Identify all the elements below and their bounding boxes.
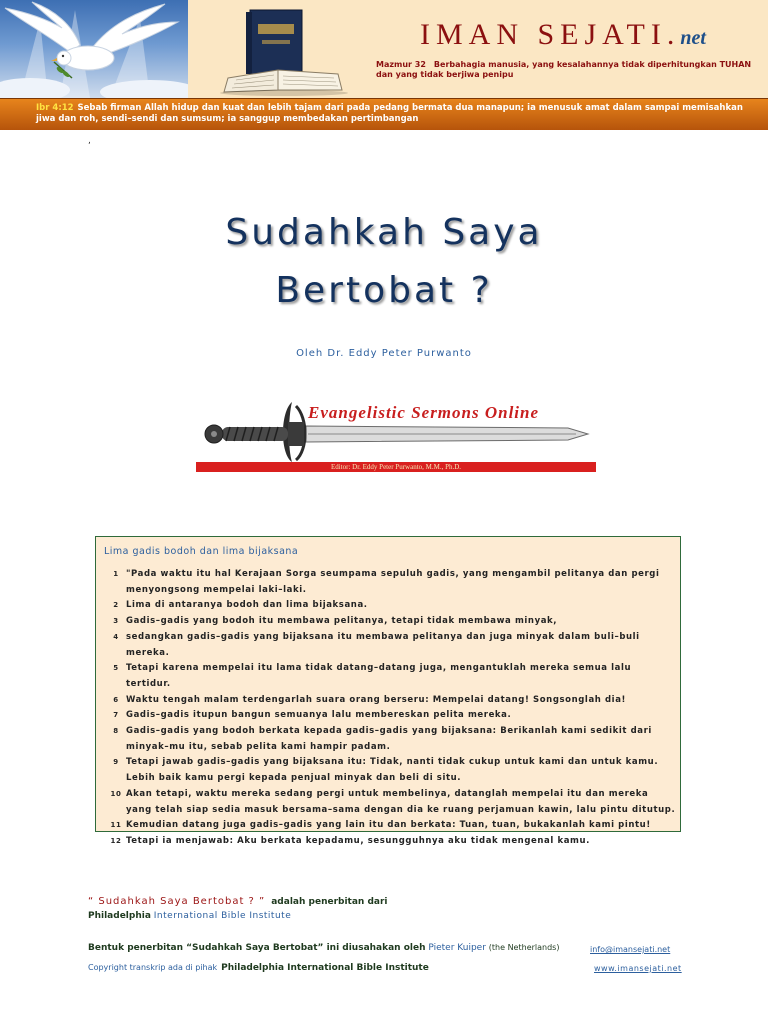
form-credit-text: Bentuk penerbitan “Sudahkah Saya Bertobat” ini diusahakan oleh [88,943,426,953]
verse-bar [0,98,768,130]
verse-item [106,755,676,786]
email-link[interactable]: info@imansejati.net [590,945,671,954]
sermons-banner [196,392,596,474]
verse-item [106,693,676,709]
verse-text: Lima di antaranya bodoh dan lima bijaksana. [126,600,368,611]
dove-image [0,0,188,98]
verse-text: Gadis–gadis itupun bangun semuanya lalu membereskan pelita mereka. [126,710,512,721]
verse-item [106,630,676,661]
verse-number: 8 [113,727,119,736]
verse-item [106,598,676,614]
verse-item [106,661,676,692]
form-credit-person: Pieter Kuiper [428,943,486,953]
banner-editor-caption: Editor: Dr. Eddy Peter Purwanto, M.M., Ph.D. [196,462,596,472]
copyright-holder: Philadelphia International Bible Institute [221,963,429,973]
verse-number: 1 [113,570,119,578]
verse-text: Kemudian datang juga gadis–gadis yang lain itu dan berkata: Tuan, tuan, bukakanlah kami pintu! [126,820,651,831]
publisher-name-bold: Philadelphia [88,911,151,921]
verse-text: Waktu tengah malam terdengarlah suara orang berseru: Mempelai datang! Songsonglah dia! [126,694,627,705]
scripture-heading: Lima gadis bodoh dan lima bijaksana [104,546,299,557]
verse-reference: Ibr 4:12 [36,103,74,113]
verse-item [106,708,676,724]
verse-number: 4 [113,632,119,641]
verse-number: 2 [113,601,119,610]
publisher-line [88,911,291,921]
verse-text: Tetapi karena mempelai itu lama tidak datang–datang juga, mengantuklah mereka semua lalu tertidur. [126,663,632,689]
site-suffix: net [680,27,706,49]
site-title[interactable] [420,18,706,52]
psalm-text: Berbahagia manusia, yang kesalahannya tidak diperhitungkan TUHAN dan yang tidak berjiwa penipu [376,60,752,79]
verse-item [106,787,676,818]
psalm-quote [376,60,756,80]
stray-mark: , [88,136,91,146]
verse-text: sedangkan gadis–gadis yang bijaksana itu membawa pelitanya dan juga minyak dalam buli–buli mereka. [126,631,640,658]
banner-title: Evangelistic Sermons Online [308,403,540,422]
verse-number: 5 [113,664,119,673]
publisher-name-rest: International Bible Institute [153,911,292,921]
copyright-line [88,963,429,973]
verse-number: 10 [110,789,122,798]
verse-item [106,834,676,850]
author-byline: Oleh Dr. Eddy Peter Purwanto [296,348,472,359]
form-credit-line [88,943,559,953]
verse-number: 12 [110,836,122,845]
form-credit-country: (the Netherlands) [488,943,560,952]
site-name: IMAN SEJATI. [420,18,681,51]
verse-number: 9 [113,758,119,767]
verse-item [106,724,676,755]
quoted-title: “ Sudahkah Saya Bertobat ? ” [88,896,266,907]
page-title-line-1: Sudahkah Saya [225,212,543,253]
copyright-text: Copyright transkrip ada di pihak [88,963,218,972]
psalm-reference: Mazmur 32 [376,60,426,69]
dove-icon [0,0,188,98]
site-header [0,0,768,98]
verse-text: Akan tetapi, waktu mereka sedang pergi untuk membelinya, datanglah mempelai itu dan mereka yang telah siap sedia masuk bersama–sama dengan dia ke ruang perjamuan kawin, lalu pintu ditutup. [126,788,676,815]
verse-text: "Pada waktu itu hal Kerajaan Sorga seumpama sepuluh gadis, yang mengambil pelitanya dan pergi menyongsong mempelai laki–laki. [126,569,660,595]
bible-icon [188,0,368,98]
verse-item [106,567,676,598]
verse-number: 7 [113,711,119,720]
verse-text: Tetapi jawab gadis–gadis yang bijaksana itu: Tidak, nanti tidak cukup untuk kami dan untuk kamu. Lebih baik kamu pergi kepada penjual minyak dan beli di situ. [126,757,659,784]
bible-image [188,0,368,98]
verse-number: 6 [113,695,119,704]
website-link[interactable]: www.imansejati.net [594,964,682,973]
verse-quote [36,103,748,125]
page-title-line-2: Bertobat ? [275,270,493,311]
verse-text: Tetapi ia menjawab: Aku berkata kepadamu, sesungguhnya aku tidak mengenal kamu. [126,835,590,846]
verse-number: 11 [110,821,122,830]
verse-item [106,818,676,834]
verse-list [106,567,676,850]
verse-number: 3 [113,617,119,626]
scripture-box [95,536,681,846]
verse-text: Gadis–gadis yang bodoh itu membawa pelitanya, tetapi tidak membawa minyak, [126,616,558,627]
publication-line [88,896,388,907]
published-by-text: adalah penerbitan dari [271,897,388,907]
verse-text: Sebab firman Allah hidup dan kuat dan lebih tajam dari pada pedang bermata dua manapun; ia menusuk amat dalam sampai memisahkan jiwa dan roh, sendi–sendi dan sumsum; ia sanggup membedakan pertimbangan [36,103,743,124]
verse-text: Gadis–gadis yang bodoh berkata kepada gadis–gadis yang bijaksana: Berikanlah kami sedikit dari minyak–mu itu, sebab pelita kami hampir padam. [126,726,652,752]
verse-item [106,614,676,630]
